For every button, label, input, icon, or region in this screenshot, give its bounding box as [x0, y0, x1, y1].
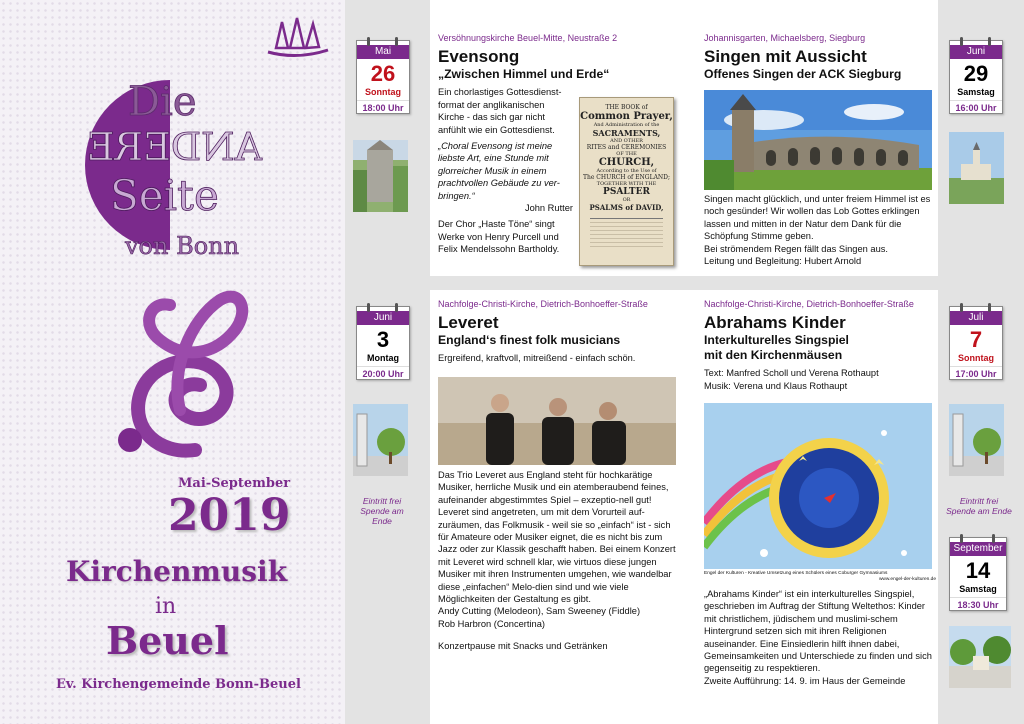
cover-publisher: Ev. Kirchengemeinde Bonn-Beuel [56, 677, 301, 692]
calendar-time: 20:00 Uhr [357, 366, 409, 380]
event-location: Nachfolge-Christi-Kirche, Dietrich-Bonhoeffer-Straße [438, 299, 648, 309]
event-location: Johannisgarten, Michaelsberg, Siegburg [704, 33, 866, 43]
cover-title-2: in [155, 594, 177, 619]
event-leveret [438, 298, 678, 365]
book-of-common-prayer-image: THE BOOK of Common Prayer, And Administration of the SACRAMENTS, AND OTHER RITES and CEREMONIES OF THE CHURCH, According to the Use of The CHURCH of ENGLAND; TOGETHER WITH THE PSALTER OR PSALMS of DAVID, [579, 97, 674, 266]
calendar-day: 26 [370, 61, 396, 86]
event-quote: „Choral Evensong ist meine liebste Art, eine Stunde mit glorreicher Musik in einem prachtvollen Gebäude zu ver-bringen.“ [438, 141, 560, 201]
event-text: Singen macht glücklich, und unter freiem Himmel ist es noch gesünder! Wir wollen das Lob Gottes erklingen lassen und mitten in der Natur dem Dank für die Schöpfung Stimme geben. [704, 194, 931, 242]
calendar-month: Juli [950, 311, 1002, 325]
event-text: Das Trio Leveret aus England steht für hochkarätige Musiker, herrliche Musik und ein atemberaubend feines, aufeinander abgestimmtes Spiel – exzeptio-nell gut! [438, 470, 669, 505]
church-photo-nachfolge-christi [949, 404, 1004, 476]
event-abrahams-kinder [704, 298, 936, 392]
calendar-september-14 [949, 537, 1007, 611]
calendar-july-7 [949, 306, 1003, 380]
admission-note-right: Eintritt frei Spende am Ende [946, 496, 1012, 516]
logo-von-bonn: von Bonn [125, 232, 240, 260]
event-text-3: Leitung und Begleitung: Hubert Arnold [704, 256, 862, 267]
leveret-band-photo [438, 377, 676, 465]
event-text-2: Zweite Aufführung: 14. 9. im Haus der Gemeinde [704, 675, 906, 686]
calendar-weekday: Samstag [959, 584, 997, 594]
abbey-photo-michaelsberg [949, 132, 1004, 204]
admission-note-left: Eintritt frei Spende am Ende [360, 496, 404, 526]
calendar-day: 7 [969, 327, 983, 352]
event-title: Evensong [438, 47, 520, 67]
calendar-month: Juni [357, 311, 409, 325]
event-subtitle-2: mit den Kirchenmäusen [704, 348, 843, 363]
calendar-time: 17:00 Uhr [950, 366, 1002, 380]
cover-title-3: Beuel [106, 618, 229, 663]
event-text-2: Bei strömendem Regen fällt das Singen aus. [704, 243, 888, 254]
cover-period: Mai-September [178, 476, 291, 491]
treble-clef-icon [100, 280, 265, 465]
quote-author: John Rutter [524, 203, 573, 214]
cover-year: 2019 [168, 490, 291, 541]
building-photo-haus-der-gemeinde [949, 626, 1011, 688]
calendar-may-26 [356, 40, 410, 114]
johannisgarten-photo [704, 90, 932, 190]
logo-seite: Seite [110, 171, 219, 220]
calendar-weekday: Samstag [957, 87, 995, 97]
event-subtitle: Interkulturelles Singspiel [704, 333, 849, 348]
event-text: Ein chorlastiges Gottesdienst-format der anglikanischen Kirche - das sich gar nicht anfühlt wie ein Gottesdienst. [438, 87, 562, 135]
church-photo-versoehnungskirche [353, 140, 408, 212]
die-andere-seite-logo [70, 70, 340, 270]
calendar-june-29 [949, 40, 1003, 114]
cover-title-1: Kirchenmusik [66, 555, 288, 588]
row-separator [345, 276, 1024, 290]
event-singen-mit-aussicht [704, 32, 934, 82]
event-title: Singen mit Aussicht [704, 47, 867, 67]
engel-der-kulturen-painting [704, 403, 932, 569]
event-location: Nachfolge-Christi-Kirche, Dietrich-Bonhoeffer-Straße [704, 299, 914, 309]
calendar-weekday: Sonntag [958, 353, 994, 363]
event-subtitle: „Zwischen Himmel und Erde“ [438, 67, 610, 82]
event-text-2: Der Chor „Haste Töne“ singt Werke von Henry Purcell und Felix Mendelssohn Bartholdy. [438, 219, 560, 255]
event-abrahams-text [704, 588, 936, 687]
event-title: Abrahams Kinder [704, 313, 846, 333]
calendar-june-3 [356, 306, 410, 380]
calendar-month: Juni [950, 45, 1002, 59]
cover-panel [0, 0, 345, 724]
event-lead: Ergreifend, kraftvoll, mitreißend - einfach schön. [438, 353, 636, 364]
calendar-time: 16:00 Uhr [950, 100, 1002, 114]
credits-line-1: Text: Manfred Scholl und Verena Rothaupt [704, 368, 879, 379]
calendar-day: 29 [963, 61, 989, 86]
ship-logo-icon [262, 14, 332, 60]
event-singen-text [704, 193, 934, 267]
event-subtitle: Offenes Singen der ACK Siegburg [704, 67, 902, 82]
event-text-2: Leveret sind angetreten, um mit dem Vorurteil auf-zuräumen, das Folkmusik - weil sie so „einfach“ ist - sich für Amateure oder Musiker eignet, die es nicht bis zum Jazz oder zur Klassik geschafft haben. Bei einem Konzert mit Leveret wird schnell klar, wie virtuos diese jungen Musiker mit ihren Instrumenten umgehen, wie wandelbar diese „einfachen“ Melo-dien sind und wie viele Möglichkeiten der Gestaltung es gibt. [438, 507, 676, 605]
calendar-month: Mai [357, 45, 409, 59]
event-title: Leveret [438, 313, 499, 333]
logo-die: Die [128, 79, 197, 125]
calendar-day: 3 [376, 327, 390, 352]
calendar-time: 18:00 Uhr [357, 100, 409, 114]
logo-andere: ANDERE [86, 125, 262, 169]
calendar-weekday: Sonntag [365, 87, 401, 97]
event-location: Versöhnungskirche Beuel-Mitte, Neustraße 2 [438, 33, 618, 43]
calendar-weekday: Montag [367, 353, 399, 363]
event-text: „Abrahams Kinder“ ist ein interkulturelles Singspiel, geschrieben im Auftrag der Stiftung Weltethos: Kinder mit christlichem, jüdischem und muslimi-schem Hintergrund setzen sich mit ihren Religionen auseinander. Eine Einsiedlerin hilft ihnen dabei, Gemeinsamkeiten und Unterschiede zu finden und sich gegenseitig zu respektieren. [704, 589, 932, 674]
performers-line-2: Rob Harbron (Concertina) [438, 618, 545, 629]
event-subtitle: England‘s finest folk musicians [438, 333, 621, 348]
calendar-day: 14 [965, 558, 991, 583]
painting-caption: Engel der Kulturen - Kreative Umsetzung eines Schülers eines Coburger Gymnasiums www.engel-der-kulturen.de [704, 571, 936, 582]
event-footer: Konzertpause mit Snacks und Getränken [438, 641, 608, 652]
credits-line-2: Musik: Verena und Klaus Rothaupt [704, 380, 848, 391]
event-leveret-text [438, 469, 678, 653]
church-photo-nachfolge-christi [353, 404, 408, 476]
calendar-month: September [950, 542, 1006, 556]
calendar-time: 18:30 Uhr [950, 597, 1006, 611]
performers-line-1: Andy Cutting (Melodeon), Sam Sweeney (Fiddle) [438, 606, 641, 617]
